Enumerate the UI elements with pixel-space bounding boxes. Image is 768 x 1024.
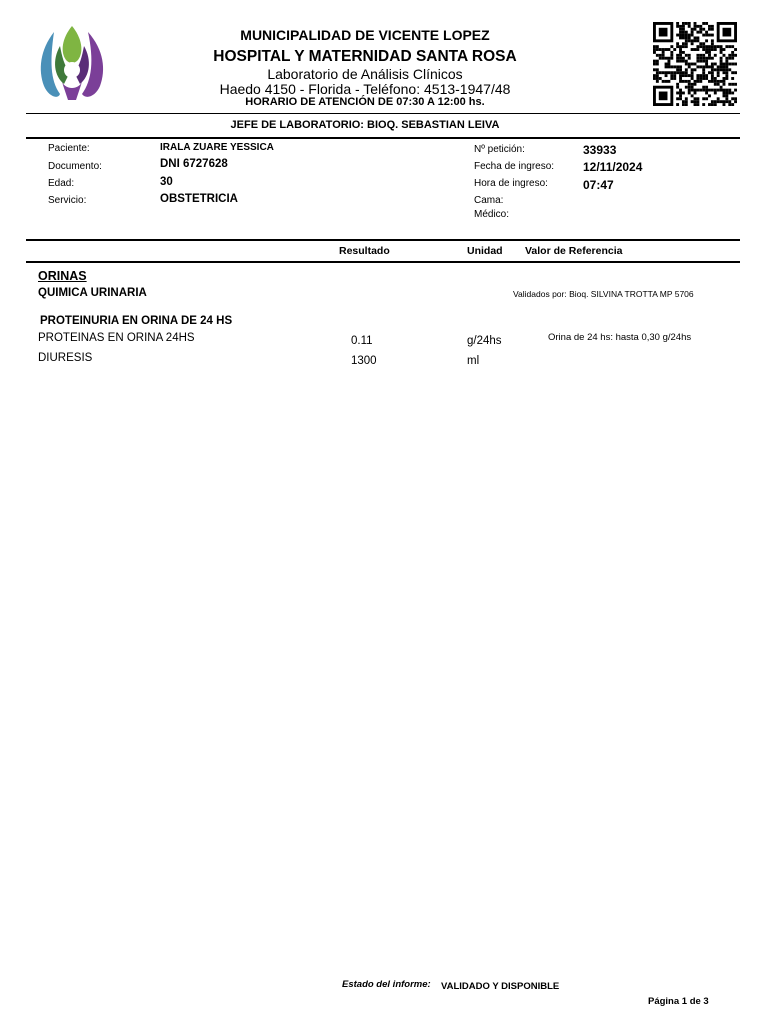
test-row-result: 1300 xyxy=(351,355,377,367)
time-value: 07:47 xyxy=(583,178,614,192)
request-value: 33933 xyxy=(583,143,617,157)
time-label: Hora de ingreso: xyxy=(474,178,548,189)
patient-name-label: Paciente: xyxy=(48,143,90,154)
section-title: ORINAS xyxy=(38,269,87,283)
age-label: Edad: xyxy=(48,178,75,189)
header-divider-top xyxy=(26,113,740,114)
request-label: Nº petición: xyxy=(474,144,525,155)
page-number: Página 1 de 3 xyxy=(648,996,709,1007)
table-header-top-rule xyxy=(26,239,740,241)
qr-code-icon xyxy=(652,22,738,106)
test-row-name: DIURESIS xyxy=(38,352,93,364)
test-group-title: PROTEINURIA EN ORINA DE 24 HS xyxy=(40,315,233,327)
date-value: 12/11/2024 xyxy=(583,160,643,174)
municipality-title: MUNICIPALIDAD DE VICENTE LOPEZ xyxy=(240,27,490,43)
hospital-logo-icon xyxy=(36,24,108,102)
service-label: Servicio: xyxy=(48,195,87,206)
col-reference-header: Valor de Referencia xyxy=(525,245,623,257)
test-row-unit: ml xyxy=(467,355,480,367)
test-row-reference: Orina de 24 hs: hasta 0,30 g/24hs xyxy=(548,332,692,343)
age-value: 30 xyxy=(160,176,173,188)
document-value: DNI 6727628 xyxy=(160,158,228,170)
report-status-label: Estado del informe: xyxy=(342,979,431,990)
validated-by: Validados por: Bioq. SILVINA TROTTA MP 5706 xyxy=(513,289,694,299)
hospital-title: HOSPITAL Y MATERNIDAD SANTA ROSA xyxy=(213,48,517,65)
report-status-value: VALIDADO Y DISPONIBLE xyxy=(441,981,560,992)
col-unit-header: Unidad xyxy=(467,245,503,257)
doctor-label: Médico: xyxy=(474,209,510,220)
document-label: Documento: xyxy=(48,161,102,172)
lab-name: Laboratorio de Análisis Clínicos xyxy=(267,66,463,82)
lab-chief: JEFE DE LABORATORIO: BIOQ. SEBASTIAN LEIVA xyxy=(230,119,500,131)
table-header-bottom-rule xyxy=(26,261,740,263)
address-line: Haedo 4150 - Florida - Teléfono: 4513-1947/48 xyxy=(219,81,511,97)
col-result-header: Resultado xyxy=(339,245,390,257)
bed-label: Cama: xyxy=(474,195,504,206)
patient-name: IRALA ZUARE YESSICA xyxy=(160,142,274,153)
date-label: Fecha de ingreso: xyxy=(474,161,555,172)
header-divider-bottom xyxy=(26,137,740,139)
section-subtitle: QUIMICA URINARIA xyxy=(38,287,147,299)
test-row-unit: g/24hs xyxy=(467,335,502,347)
service-value: OBSTETRICIA xyxy=(160,193,238,205)
test-row-name: PROTEINAS EN ORINA 24HS xyxy=(38,332,195,344)
hours-line: HORARIO DE ATENCIÓN DE 07:30 A 12:00 hs. xyxy=(245,96,485,108)
test-row-result: 0.11 xyxy=(351,335,373,347)
